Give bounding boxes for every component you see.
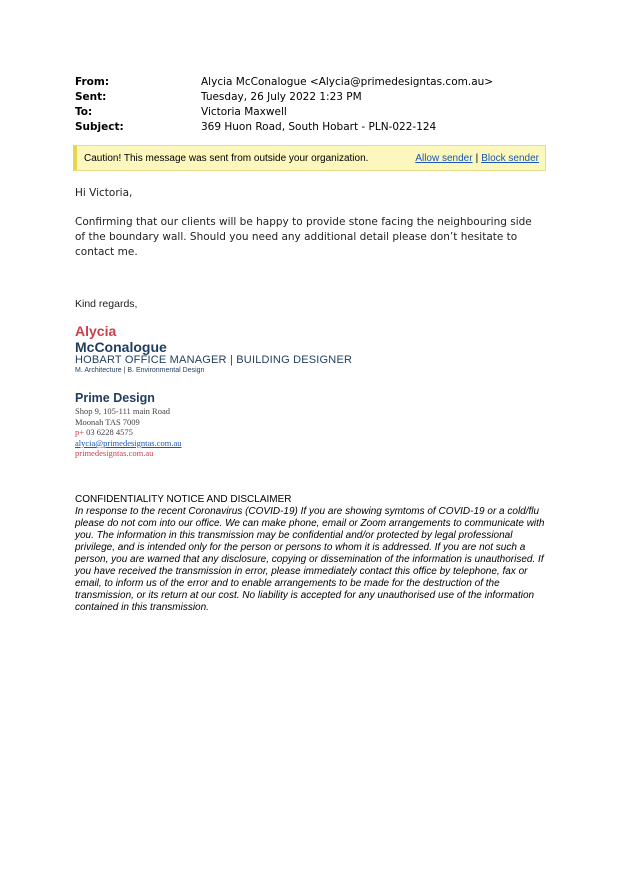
sent-label: Sent: bbox=[75, 91, 107, 103]
signature-first-name: Alycia bbox=[75, 323, 117, 339]
phone-value: 03 6228 4575 bbox=[84, 427, 133, 438]
action-separator: | bbox=[475, 152, 479, 164]
sender-actions bbox=[415, 153, 539, 164]
external-sender-banner bbox=[73, 145, 546, 171]
caution-text: Caution! This message was sent from outside your organization. bbox=[84, 152, 369, 164]
address-line-2: Moonah TAS 7009 bbox=[75, 416, 140, 427]
from-value: Alycia McConalogue <Alycia@primedesigntas.com.au> bbox=[201, 76, 494, 88]
from-label: From: bbox=[75, 76, 110, 88]
signature-last-name: McConalogue bbox=[75, 339, 167, 355]
company-details bbox=[75, 406, 182, 459]
subject-value: 369 Huon Road, South Hobart - PLN-022-124 bbox=[201, 121, 437, 133]
closing: Kind regards, bbox=[75, 298, 138, 310]
block-sender-link[interactable]: Block sender bbox=[481, 152, 539, 164]
allow-sender-link[interactable]: Allow sender bbox=[415, 152, 473, 164]
sent-row bbox=[75, 90, 493, 105]
signature-title: HOBART OFFICE MANAGER | BUILDING DESIGNER bbox=[75, 354, 353, 366]
phone-label: p+ bbox=[75, 427, 85, 438]
email-link[interactable]: alycia@primedesigntas.com.au bbox=[75, 437, 182, 448]
message-body: Confirming that our clients will be happy to provide stone facing the neighbouring side of the boundary wall. Should you need any additional detail please don’t hesitate to contact me. bbox=[75, 216, 532, 258]
signature-qualifications: M. Architecture | B. Environmental Design bbox=[75, 367, 205, 374]
greeting: Hi Victoria, bbox=[75, 187, 133, 199]
confidentiality-body: In response to the recent Coronavirus (COVID-19) If you are showing symtoms of COVID-19 or a cold/flu please do not com into our office. We can make phone, email or Zoom arrangements to communicate with you. The information in this transmission may be confidential and/or protected by legal professional privilege, and is intended only for the person or persons to whom it is addressed. If you are not such a person, you are warned that any disclosure, copying or dissemination of the information is unauthorised. If you have received the transmission in error, please immediately contact this office by telephone, fax or email, to inform us of the error and to enable arrangements to be made for the destruction of the transmission, or its return at our cost. No liability is accepted for any unauthorised use of the information contained in this transmission. bbox=[75, 506, 545, 613]
from-row bbox=[75, 75, 493, 90]
to-label: To: bbox=[75, 106, 93, 118]
confidentiality-heading: CONFIDENTIALITY NOTICE AND DISCLAIMER bbox=[75, 494, 292, 505]
email-header bbox=[75, 75, 493, 135]
phone-line bbox=[75, 427, 182, 438]
subject-row bbox=[75, 120, 493, 135]
company-name: Prime Design bbox=[75, 391, 155, 405]
website-link[interactable]: primedesigntas.com.au bbox=[75, 448, 154, 459]
address-line-1: Shop 9, 105-111 main Road bbox=[75, 406, 170, 416]
to-row bbox=[75, 105, 493, 120]
subject-label: Subject: bbox=[75, 121, 124, 133]
confidentiality-notice bbox=[75, 494, 555, 614]
to-value: Victoria Maxwell bbox=[201, 106, 287, 118]
sent-value: Tuesday, 26 July 2022 1:23 PM bbox=[201, 91, 362, 103]
